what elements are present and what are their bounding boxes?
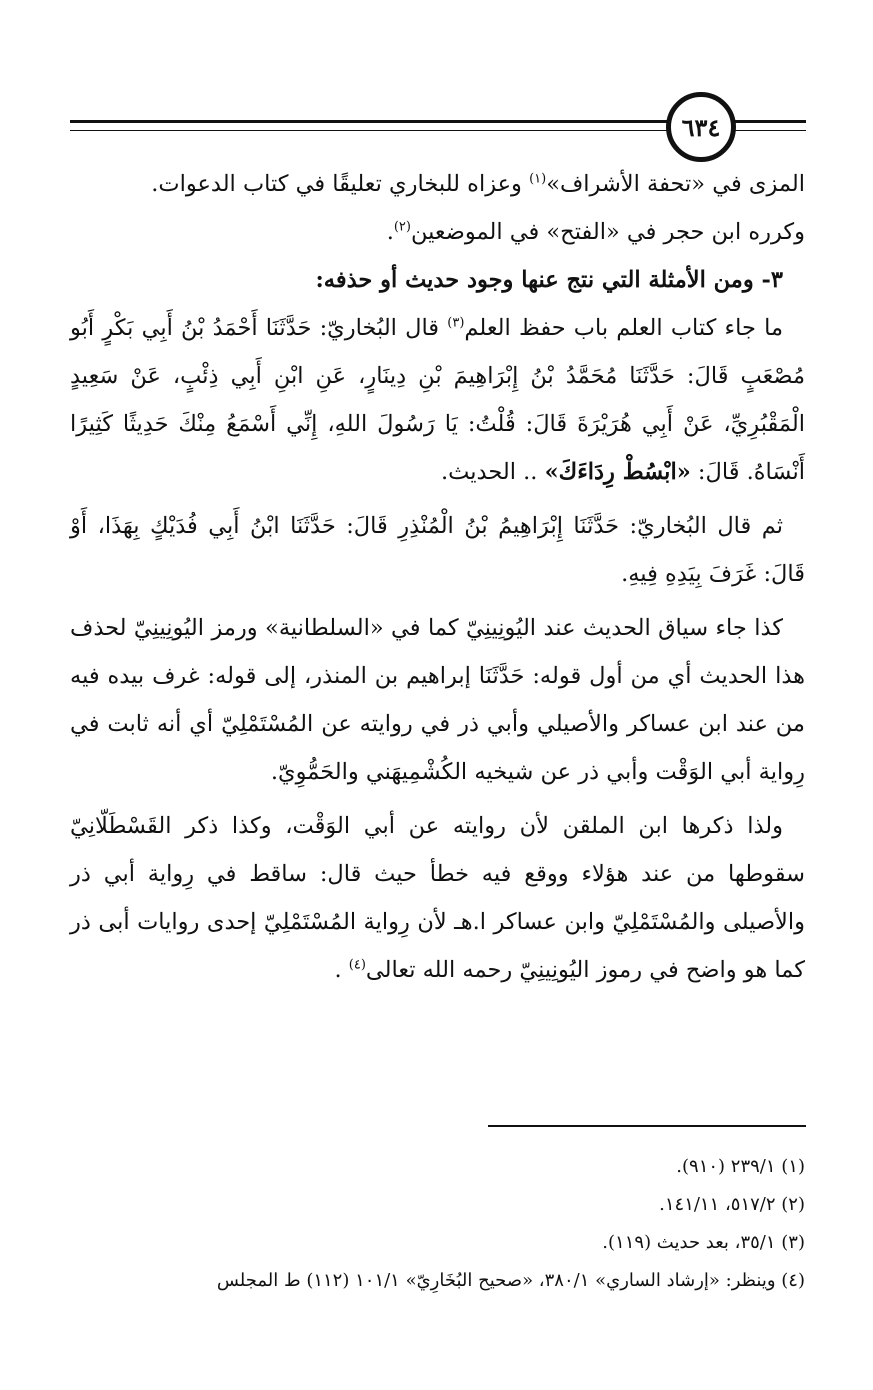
text: قال البُخاريّ: حَدَّثَنَا أَحْمَدُ بْنُ أَبِي بَكْرٍ أَبُو مُصْعَبٍ قَالَ: حَدَّثَنَا مُحَمَّدُ بْنُ إِبْرَاهِيمَ بْنِ دِينَارٍ، عَنِ ابْنِ أَبِي ذِئْبٍ، عَنْ سَعِيدٍ الْمَقْبُرِيِّ، عَنْ أَبِي هُرَيْرَةَ قَالَ: قُلْتُ: يَا رَسُولَ اللهِ، إِنِّي أَسْمَعُ مِنْكَ حَدِيثًا كَثِيرًا أَنْسَاهُ. قَالَ: xyxy=(70,315,805,485)
paragraph-2 xyxy=(70,208,805,256)
footnote-3: (٣) ٣٥/١، بعد حديث (١١٩). xyxy=(602,1232,805,1253)
hadith-quote: «ابْسُطْ رِدَاءَكَ» xyxy=(544,459,691,485)
footnote-2: (٢) ٥١٧/٢، ١٤١/١١. xyxy=(659,1194,805,1215)
footnote-4: (٤) وينظر: «إرشاد الساري» ٣٨٠/١، «صحيح البُخَارِيّ» ١٠١/١ (١١٢) ط المجلس xyxy=(216,1270,805,1291)
text: وكرره ابن حجر في «الفتح» في الموضعين xyxy=(410,219,805,245)
text: ما جاء كتاب العلم باب حفظ العلم xyxy=(464,315,783,341)
footnotes xyxy=(70,1148,805,1300)
paragraph-5: كذا جاء سياق الحديث عند اليُونِينِيّ كما في «السلطانية» ورمز اليُونِينِيّ لحذف هذا الحديث أي من أول قوله: حَدَّثَنَا إبراهيم بن المنذر، إلى قوله: غرف بيده فيه من عند ابن عساكر والأصيلي وأبي ذر في روايته عن المُسْتَمْلِيّ أي أنه ثابت في رِواية أبي الوَقْت وأبي ذر عن شيخيه الكُشْمِيهَني والحَمُّوِيّ. xyxy=(70,615,805,785)
footnote-separator xyxy=(488,1125,806,1127)
footnote-ref-1[interactable]: (١) xyxy=(529,171,547,187)
section-heading: ٣- ومن الأمثلة التي نتج عنها وجود حديث أو حذفه: xyxy=(315,267,783,293)
text: ولذا ذكرها ابن الملقن لأن روايته عن أبي الوَقْت، وكذا ذكر القَسْطَلّانِيّ سقوطها من عند هؤلاء ووقع فيه خطأ حيث قال: ساقط في رِواية أبي ذر والأصيلى والمُسْتَمْلِيّ وابن عساكر ا.هـ لأن رِواية المُسْتَمْلِيّ إحدى روايات أبى ذر كما هو واضح في رموز اليُونِينِيّ رحمه الله تعالى xyxy=(70,813,805,983)
text: المزى في «تحفة الأشراف» xyxy=(546,171,805,197)
header-rule-right-top xyxy=(734,120,806,123)
paragraph-1 xyxy=(70,160,805,208)
footnote-1: (١) ٢٣٩/١ (٩١٠). xyxy=(676,1156,805,1177)
paragraph-4: ثم قال البُخاريّ: حَدَّثَنَا إِبْرَاهِيمُ بْنُ الْمُنْذِرِ قَالَ: حَدَّثَنَا ابْنُ أَبِي فُدَيْكٍ بِهَذَا، أَوْ قَالَ: غَرَفَ بِيَدِهِ فِيهِ. xyxy=(70,513,805,587)
paragraph-6 xyxy=(70,802,805,994)
text: . xyxy=(386,219,394,245)
footnote-ref-2[interactable]: (٢) xyxy=(393,219,411,235)
paragraph-3 xyxy=(70,304,805,496)
footnote-ref-4[interactable]: (٤) xyxy=(348,957,366,973)
text: وعزاه للبخاري تعليقًا في كتاب الدعوات. xyxy=(151,171,530,197)
header-rule-bottom xyxy=(70,130,670,131)
text: .. الحديث. xyxy=(441,459,545,485)
page-number: ٦٣٤ xyxy=(666,92,736,162)
header-rule-right-bottom xyxy=(734,130,806,131)
text: . xyxy=(334,957,349,983)
main-text xyxy=(70,160,805,994)
header-rule-top xyxy=(70,120,670,123)
footnote-ref-3[interactable]: (٣) xyxy=(447,315,465,331)
